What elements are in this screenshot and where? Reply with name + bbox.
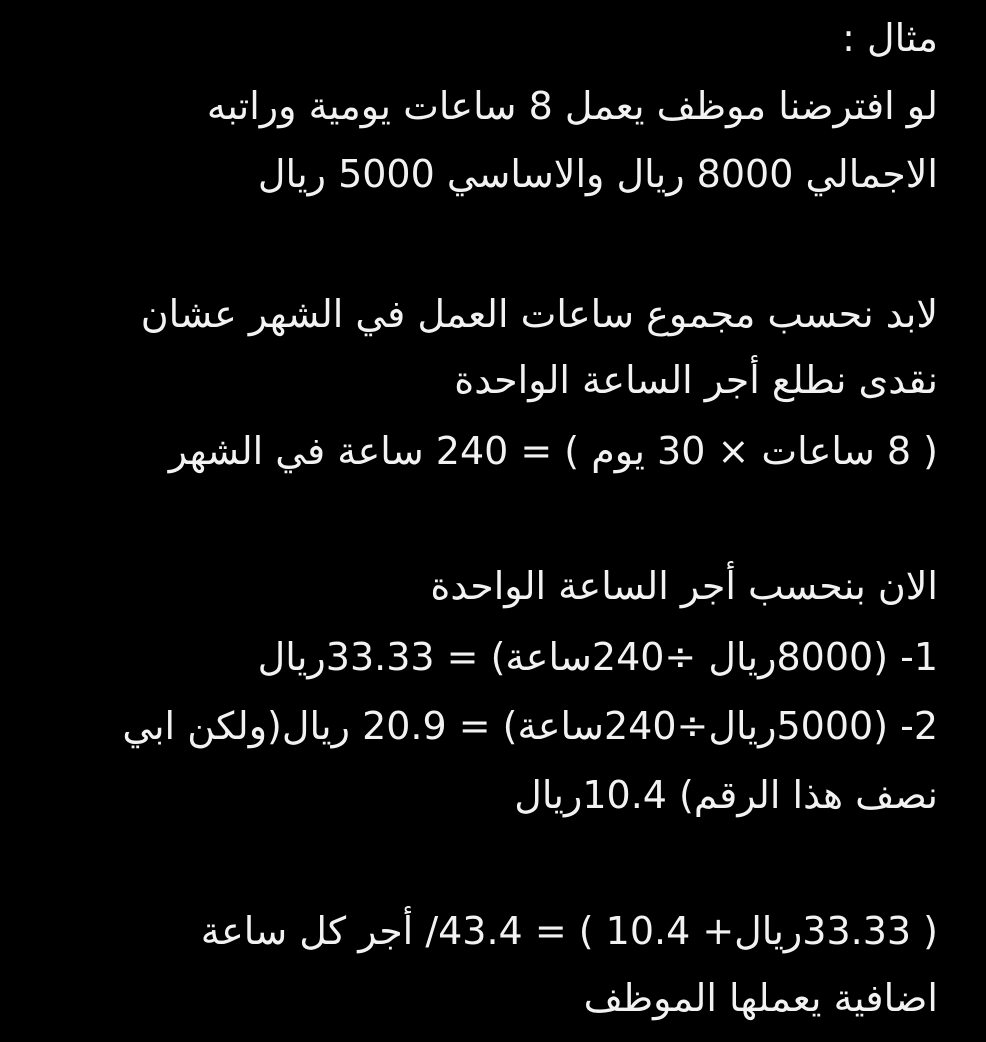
text-line-monthly-hours: لابد نحسب مجموع ساعات العمل في الشهر عشان [140, 292, 938, 336]
text-line-hours-formula: ( 8 ساعات × 30 يوم ) = 240 ساعة في الشهر [168, 429, 938, 473]
text-line-assumption: لو افترضنا موظف يعمل 8 ساعات يومية وراتبه [206, 84, 938, 128]
text-line-salary: الاجمالي 8000 ريال والاساسي 5000 ريال [257, 152, 938, 196]
text-line-calc-2: 2- (5000ريال÷240ساعة) = 20.9 ريال(ولكن ابي [122, 704, 938, 748]
text-line-calc-2-half: نصف هذا الرقم) 10.4ريال [514, 773, 938, 817]
text-line-calc-intro: الان بنحسب أجر الساعة الواحدة [430, 564, 938, 608]
text-line-overtime-rate: ( 33.33ريال+ 10.4 ) = 43.4/ أجر كل ساعة [200, 909, 938, 953]
text-line-overtime-desc: اضافية يعملها الموظف [583, 976, 938, 1020]
text-line-calc-1: 1- (8000ريال ÷240ساعة) = 33.33ريال [257, 635, 938, 679]
text-line-example-heading: مثال : [842, 16, 938, 60]
text-line-hour-wage-intro: نقدى نطلع أجر الساعة الواحدة [454, 358, 938, 402]
